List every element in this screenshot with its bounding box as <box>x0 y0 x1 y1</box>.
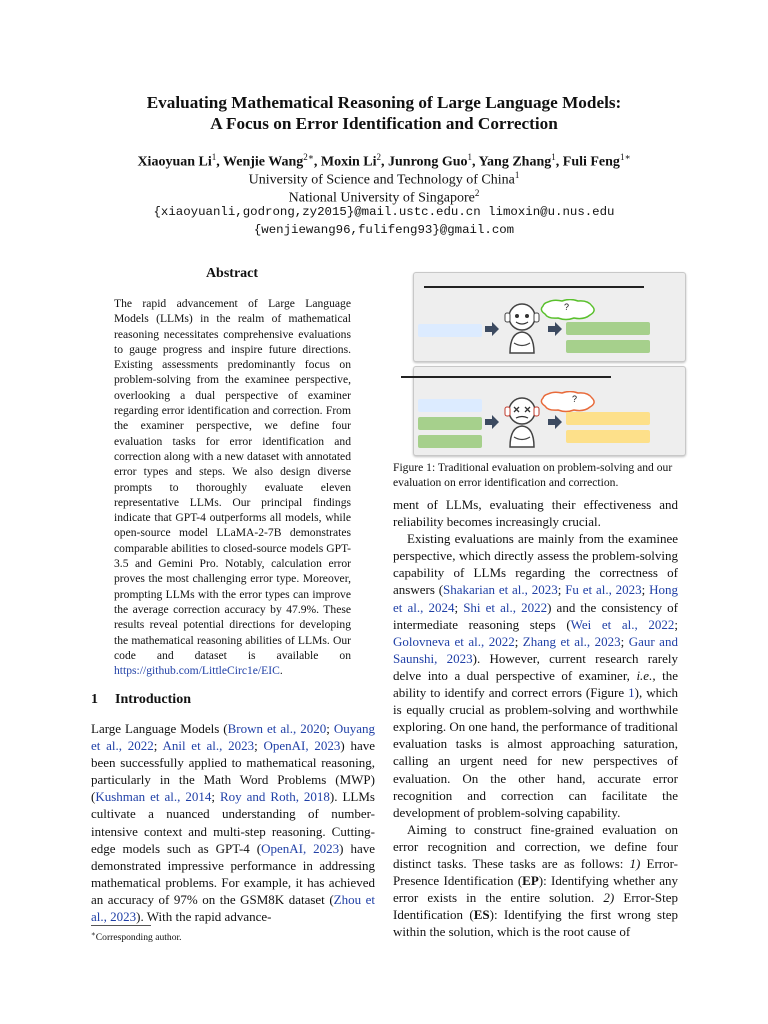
paragraph-tasks: Aiming to construct fine-grained evaluation on error recognition and correction, we define four distinct tasks. These tasks are as follows: 1) Error-Presence Identification (EP): Identifying whether any error exists in the entire solution. 2) Error-Step Identification (ES): Identifying the first wrong step within the solution, which is the root cause of <box>393 821 679 940</box>
section-heading-introduction <box>91 692 191 708</box>
footnote-rule <box>91 925 151 926</box>
italic-text: 1) <box>629 855 641 871</box>
title-line-1: Evaluating Mathematical Reasoning of Large Language Models: <box>146 93 622 112</box>
step-block <box>418 435 482 448</box>
arrow-right-icon <box>484 414 500 430</box>
affiliation-name: National University of Singapore <box>288 190 475 206</box>
right-column <box>393 496 678 940</box>
citation-link[interactable]: OpenAI, 2023 <box>261 840 340 856</box>
speech-bubble-icon <box>538 391 598 413</box>
footnote-mark: ∗ <box>91 930 96 938</box>
email-line-1: {xiaoyuanli,godrong,zy2015}@mail.ustc.edu.cn limoxin@u.nus.edu <box>153 205 615 219</box>
figure-panel-problem-solving <box>413 272 686 362</box>
citation-link[interactable]: Hong et al., 2024 <box>393 582 678 615</box>
citation-link[interactable]: Fu et al., 2023 <box>565 582 642 598</box>
author-name: Xiaoyuan Li <box>137 154 212 170</box>
abstract-text: The rapid advancement of Large Language Models (LLMs) in the realm of mathematical reasoning necessitates comprehensive evaluations to gauge progress and inspire future directions. Existing assessments predominantly focus on problem-solving from the examinee perspective, overlooking a dual perspective of examiner regarding error identification and correction. From the examiner perspective, we define four evaluation tasks for error identification and correction along with a new dataset with annotated error types and steps. We also design diverse prompts to thoroughly evaluate eleven representative LLMs. Our principal findings indicate that GPT-4 outperforms all models, while open-source model LLaMA-2-7B demonstrates comparable abilities to closed-source models GPT-3.5 and Gemini Pro. Notably, calculation error proves the most challenging error type. Moreover, prompting LLMs with the error types can improve the average correction accuracy by 47.9%. These results reveal potential directions for developing the mathematical reasoning abilities of LLMs. Our code and dataset is available on <box>114 297 351 662</box>
footnote <box>91 930 182 943</box>
figure-rule <box>424 286 644 288</box>
author-name: Fuli Feng <box>562 154 620 170</box>
intro-paragraph: Large Language Models (Brown et al., 2020; Ouyang et al., 2022; Anil et al., 2023; OpenAI, 2023) have been successfully applied to mathematical reasoning, particularly in the Math Word Problems (MWP) (Kushman et al., 2014; Roy and Roth, 2018). LLMs cultivate a nuanced understanding of number-intensive context and multi-step reasoning. Cutting-edge models such as GPT-4 (OpenAI, 2023) have demonstrated impressive performance in addressing mathematical problems. For example, it has achieved an accuracy of 97% on the GSM8K dataset (Zhou et al., 2023). With the rapid advance- <box>91 721 375 925</box>
arrow-right-icon <box>547 414 563 430</box>
affiliation-mark: 2 <box>474 188 480 198</box>
italic-text: 2) <box>603 890 615 906</box>
affiliation-mark: 1 <box>514 170 520 180</box>
abstract-body <box>114 296 351 678</box>
arrow-right-icon <box>547 321 563 337</box>
arrow-right-icon <box>484 321 500 337</box>
question-block <box>418 324 482 337</box>
citation-link[interactable]: Anil et al., 2023 <box>162 738 255 754</box>
footnote-text: Corresponding author. <box>95 932 182 944</box>
title-line-2: A Focus on Error Identification and Correction <box>210 114 558 133</box>
author-mark: 1 <box>551 152 556 162</box>
citation-link[interactable]: Roy and Roth, 2018 <box>220 789 330 805</box>
paragraph-existing-evaluations: Existing evaluations are mainly from the examinee perspective, which directly assess the problem-solving capability of LLMs regarding the correctness of answers (Shakarian et al., 2023; Fu et al., 2023; Hong et al., 2024; Shi et al., 2022) and the consistency of intermediate reasoning steps (Wei et al., 2022; Golovneva et al., 2022; Zhang et al., 2023; Gaur and Saunshi, 2023). However, current research rarely delve into a dual perspective of examiner, i.e., the ability to identify and correct errors (Figure 1), which is equally crucial as problem-solving and worthwhile exploring. On one hand, the performance of traditional evaluation tasks is almost approaching saturation, calling an urgent need for new perspectives of evaluation. On the other hand, accurate error recognition and correction can facilitate the development of problem-solving capability. <box>393 531 679 820</box>
author-list: Xiaoyuan Li$^1$, Wenjie Wang$^{2∗}$, Moxin Li$^2$, Junrong Guo$^1$, Yang Zhang$^1$, Fuli Feng$^{1∗}$ <box>137 152 631 170</box>
citation-link[interactable]: Zhang et al., 2023 <box>522 633 621 649</box>
citation-link[interactable]: OpenAI, 2023 <box>263 738 341 754</box>
author-name: Yang Zhang <box>478 154 552 170</box>
question-mark: ? <box>564 302 570 312</box>
answer-block <box>566 340 650 353</box>
section-title: Introduction <box>115 692 191 707</box>
citation-link[interactable]: 1 <box>628 685 635 701</box>
citation-link[interactable]: Wei et al., 2022 <box>570 616 675 632</box>
citation-link[interactable]: Golovneva et al., 2022 <box>393 633 515 649</box>
author-name: Moxin Li <box>320 154 377 170</box>
bold-text: ES <box>473 907 490 923</box>
figure-panel-error-identification <box>413 366 686 456</box>
figure-1 <box>413 272 684 456</box>
author-name: Junrong Guo <box>388 154 468 170</box>
italic-text: i.e., <box>636 667 656 683</box>
highlight-block <box>566 430 650 443</box>
highlight-block <box>566 412 650 425</box>
question-block <box>418 399 482 412</box>
answer-block <box>566 322 650 335</box>
author-mark: 1 <box>211 152 217 162</box>
paper-title <box>0 92 768 134</box>
citation-link[interactable]: Shakarian et al., 2023 <box>443 582 558 598</box>
author-name: Wenjie Wang <box>223 154 304 170</box>
email-line-2: {wenjiewang96,fulifeng93}@gmail.com <box>253 223 515 237</box>
question-mark: ? <box>572 394 578 404</box>
citation-link[interactable]: Ouyang et al., 2022 <box>91 721 375 754</box>
bold-text: EP <box>522 873 539 889</box>
abstract-heading: Abstract <box>205 266 259 281</box>
abstract-end: . <box>279 664 283 678</box>
section-number: 1 <box>91 692 98 707</box>
figure-caption: Figure 1: Traditional evaluation on problem-solving and our evaluation on error identification and correction. <box>393 461 673 489</box>
citation-link[interactable]: Shi et al., 2022 <box>463 599 548 615</box>
citation-link[interactable]: Brown et al., 2020 <box>227 721 327 736</box>
author-mark: 2∗ <box>303 152 314 162</box>
step-block <box>418 417 482 430</box>
figure-rule <box>401 376 611 378</box>
author-mark: 1 <box>467 152 473 162</box>
author-mark: 2 <box>376 152 382 162</box>
citation-link[interactable]: Gaur and Saunshi, 2023 <box>393 633 678 666</box>
citation-link[interactable]: Kushman et al., 2014 <box>95 789 212 805</box>
author-mark: 1∗ <box>619 152 631 162</box>
citation-link[interactable]: Zhou et al., 2023 <box>91 891 375 925</box>
paragraph-continuation: ment of LLMs, evaluating their effectiveness and reliability becomes increasingly crucial. <box>393 497 678 530</box>
code-link[interactable]: https://github.com/LittleCirc1e/EIC <box>114 664 280 678</box>
affiliation-name: University of Science and Technology of China <box>248 172 515 188</box>
